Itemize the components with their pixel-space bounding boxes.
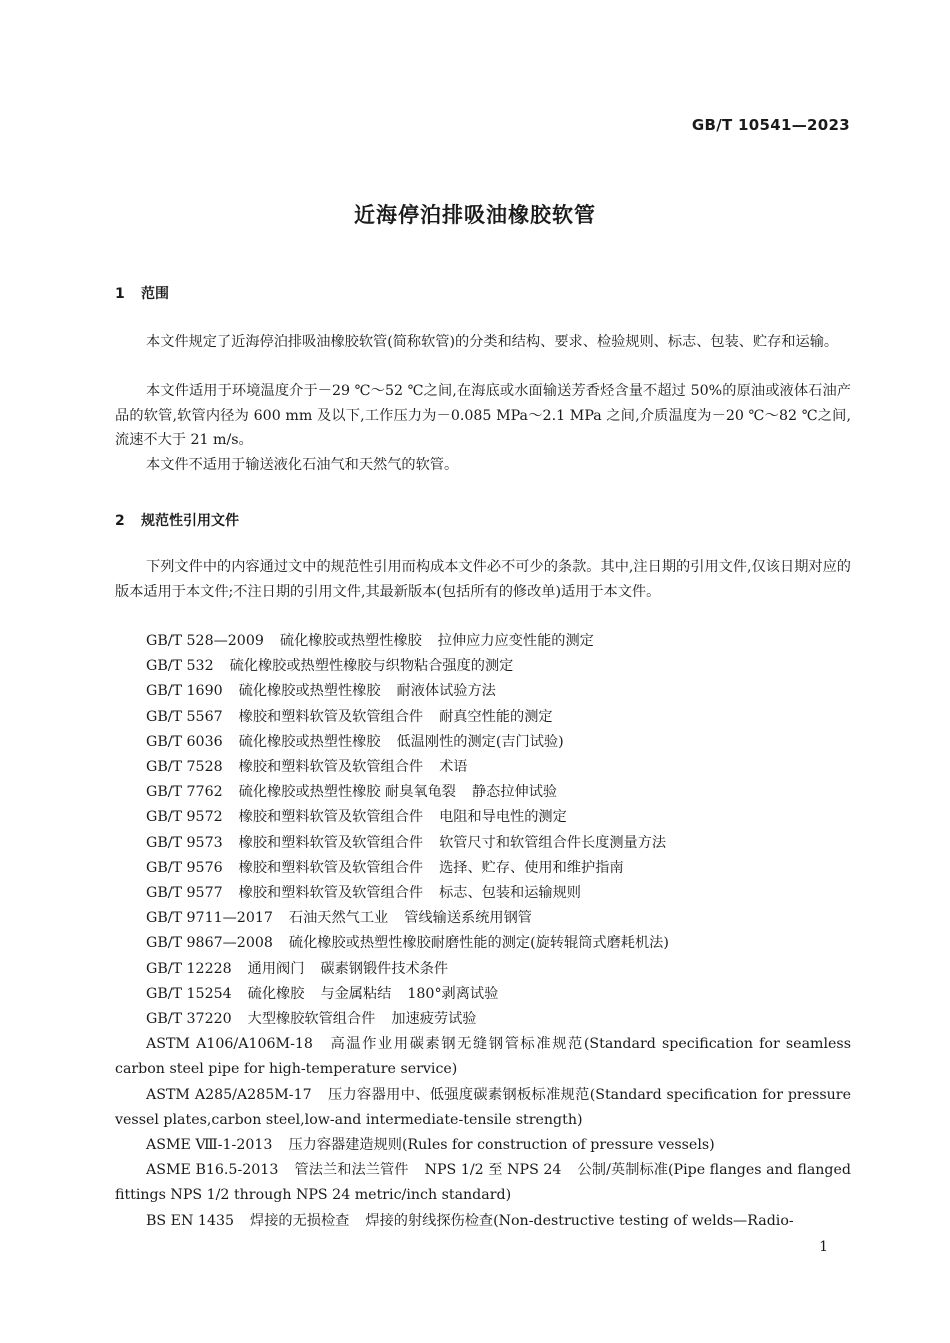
- reference-code: GB/T 9867—2008: [146, 935, 273, 952]
- reference-code: GB/T 9572: [146, 809, 223, 826]
- reference-code: GB/T 7528: [146, 759, 223, 776]
- reference-code: GB/T 532: [146, 658, 214, 675]
- reference-title: 硫化橡胶或热塑性橡胶: [238, 683, 381, 700]
- reference-item: [115, 1133, 851, 1158]
- reference-title: 加速疲劳试验: [391, 1011, 477, 1028]
- reference-code: GB/T 9573: [146, 834, 223, 851]
- reference-title: 标志、包装和运输规则: [439, 885, 581, 902]
- scope-paragraph-2: 本文件适用于环境温度介于－29 ℃～52 ℃之间,在海底或水面输送芳香烃含量不超过 50%的原油或液体石油产品的软管,软管内径为 600 mm 及以下,工作压力为－0.085 MPa～2.1 MPa 之间,介质温度为－20 ℃～82 ℃之间,流速不大于 21 m/s。: [115, 383, 851, 449]
- reference-item: [115, 780, 851, 805]
- reference-title: 公制/英制标准(Pipe flanges and flanged fittings NPS 1/2 through NPS 24 metric/inch standard): [115, 1162, 851, 1204]
- document-title: 近海停泊排吸油橡胶软管: [354, 203, 596, 227]
- reference-code: ASME B16.5-2013: [146, 1162, 279, 1179]
- reference-item: [115, 982, 851, 1007]
- reference-code: GB/T 15254: [146, 985, 232, 1002]
- reference-item: [115, 1032, 851, 1082]
- reference-title: 180°剥离试验: [407, 985, 499, 1002]
- section-heading-normative-references: [115, 510, 239, 530]
- reference-item: [115, 805, 851, 830]
- reference-list: [115, 629, 851, 1234]
- reference-code: GB/T 9576: [146, 859, 223, 876]
- reference-title: 管法兰和法兰管件: [294, 1162, 409, 1179]
- reference-item: [115, 1158, 851, 1208]
- reference-item: [115, 1007, 851, 1032]
- reference-title: 大型橡胶软管组合件: [247, 1011, 376, 1028]
- reference-title: 硫化橡胶或热塑性橡胶与织物粘合强度的测定: [229, 658, 514, 675]
- reference-code: GB/T 37220: [146, 1011, 232, 1028]
- reference-code: GB/T 7762: [146, 784, 223, 801]
- page-number: 1: [819, 1239, 828, 1255]
- reference-title: 压力容器建造规则(Rules for construction of pressure vessels): [288, 1137, 715, 1154]
- reference-title: 耐液体试验方法: [396, 683, 496, 700]
- reference-item: [115, 906, 851, 931]
- reference-title: 焊接的射线探伤检查(Non-destructive testing of welds—Radio-: [365, 1212, 794, 1229]
- reference-title: 通用阀门: [247, 960, 305, 977]
- scope-paragraph-1: 本文件规定了近海停泊排吸油橡胶软管(简称软管)的分类和结构、要求、检验规则、标志、包装、贮存和运输。: [146, 334, 839, 350]
- section-number: 1: [115, 286, 125, 302]
- reference-title: 硫化橡胶或热塑性橡胶耐磨性能的测定(旋转辊筒式磨耗机法): [288, 935, 669, 952]
- reference-title: 橡胶和塑料软管及软管组合件: [238, 809, 424, 826]
- reference-code: ASTM A285/A285M-17: [146, 1086, 312, 1103]
- reference-item: [115, 755, 851, 780]
- reference-code: ASTM A106/A106M-18: [146, 1036, 313, 1053]
- reference-title: 焊接的无损检查: [250, 1212, 350, 1229]
- reference-item: [115, 730, 851, 755]
- reference-title: NPS 1/2 至 NPS 24: [424, 1162, 562, 1179]
- reference-title: 石油天然气工业: [288, 910, 389, 927]
- reference-title: 低温刚性的测定(吉门试验): [396, 733, 564, 750]
- reference-code: GB/T 9577: [146, 885, 223, 902]
- reference-title: 耐真空性能的测定: [439, 708, 553, 725]
- reference-code: GB/T 1690: [146, 683, 223, 700]
- reference-title: 管线输送系统用钢管: [404, 910, 532, 927]
- reference-title: 橡胶和塑料软管及软管组合件: [238, 759, 424, 776]
- reference-code: GB/T 9711—2017: [146, 910, 273, 927]
- reference-title: 拉伸应力应变性能的测定: [437, 633, 594, 649]
- reference-code: GB/T 12228: [146, 960, 232, 977]
- reference-title: 橡胶和塑料软管及软管组合件: [238, 708, 424, 725]
- reference-title: 选择、贮存、使用和维护指南: [439, 859, 624, 876]
- reference-item: [115, 881, 851, 906]
- reference-title: 橡胶和塑料软管及软管组合件: [238, 859, 424, 876]
- reference-item: [115, 831, 851, 856]
- reference-item: [115, 1083, 851, 1133]
- reference-code: BS EN 1435: [146, 1212, 235, 1229]
- reference-code: GB/T 528—2009: [146, 633, 264, 649]
- reference-title: 橡胶和塑料软管及软管组合件: [238, 834, 424, 851]
- references-intro-paragraph: 下列文件中的内容通过文中的规范性引用而构成本文件必不可少的条款。其中,注日期的引用文件,仅该日期对应的版本适用于本文件;不注日期的引用文件,其最新版本(包括所有的修改单)适用于本文件。: [115, 559, 851, 600]
- reference-title: 硫化橡胶或热塑性橡胶: [279, 633, 422, 649]
- reference-code: ASME Ⅷ-1-2013: [146, 1137, 273, 1154]
- reference-title: 软管尺寸和软管组合件长度测量方法: [439, 834, 667, 851]
- section-title: 范围: [141, 286, 169, 302]
- reference-title: 橡胶和塑料软管及软管组合件: [238, 885, 424, 902]
- reference-title: 硫化橡胶或热塑性橡胶 耐臭氧龟裂: [238, 784, 456, 801]
- reference-item: [115, 957, 851, 982]
- reference-item: [115, 931, 851, 956]
- reference-item: [115, 705, 851, 730]
- reference-item: [115, 679, 851, 704]
- reference-title: 与金属粘结: [320, 985, 392, 1002]
- reference-code: GB/T 5567: [146, 708, 223, 725]
- reference-item: [115, 856, 851, 881]
- reference-title: 静态拉伸试验: [471, 784, 558, 801]
- section-number: 2: [115, 513, 125, 529]
- reference-title: 硫化橡胶: [247, 985, 305, 1002]
- reference-item: [115, 654, 851, 679]
- standard-number: GB/T 10541—2023: [691, 116, 850, 134]
- section-heading-scope: [115, 283, 169, 303]
- reference-title: 术语: [439, 759, 468, 776]
- reference-item: [115, 629, 851, 654]
- reference-item: [115, 1209, 851, 1234]
- reference-title: 硫化橡胶或热塑性橡胶: [238, 733, 381, 750]
- section-title: 规范性引用文件: [141, 513, 239, 529]
- reference-code: GB/T 6036: [146, 733, 223, 750]
- reference-title: 压力容器用中、低强度碳素钢板标准规范(Standard specification for pressure vessel plates,carbon steel,low-and intermediate-tensile strength): [115, 1086, 851, 1128]
- reference-title: 电阻和导电性的测定: [439, 809, 567, 826]
- reference-title: 高温作业用碳素钢无缝钢管标准规范(Standard specification for seamless carbon steel pipe for high-temperature service): [115, 1036, 851, 1078]
- scope-paragraph-3: 本文件不适用于输送液化石油气和天然气的软管。: [146, 457, 459, 473]
- reference-title: 碳素钢锻件技术条件: [320, 960, 449, 977]
